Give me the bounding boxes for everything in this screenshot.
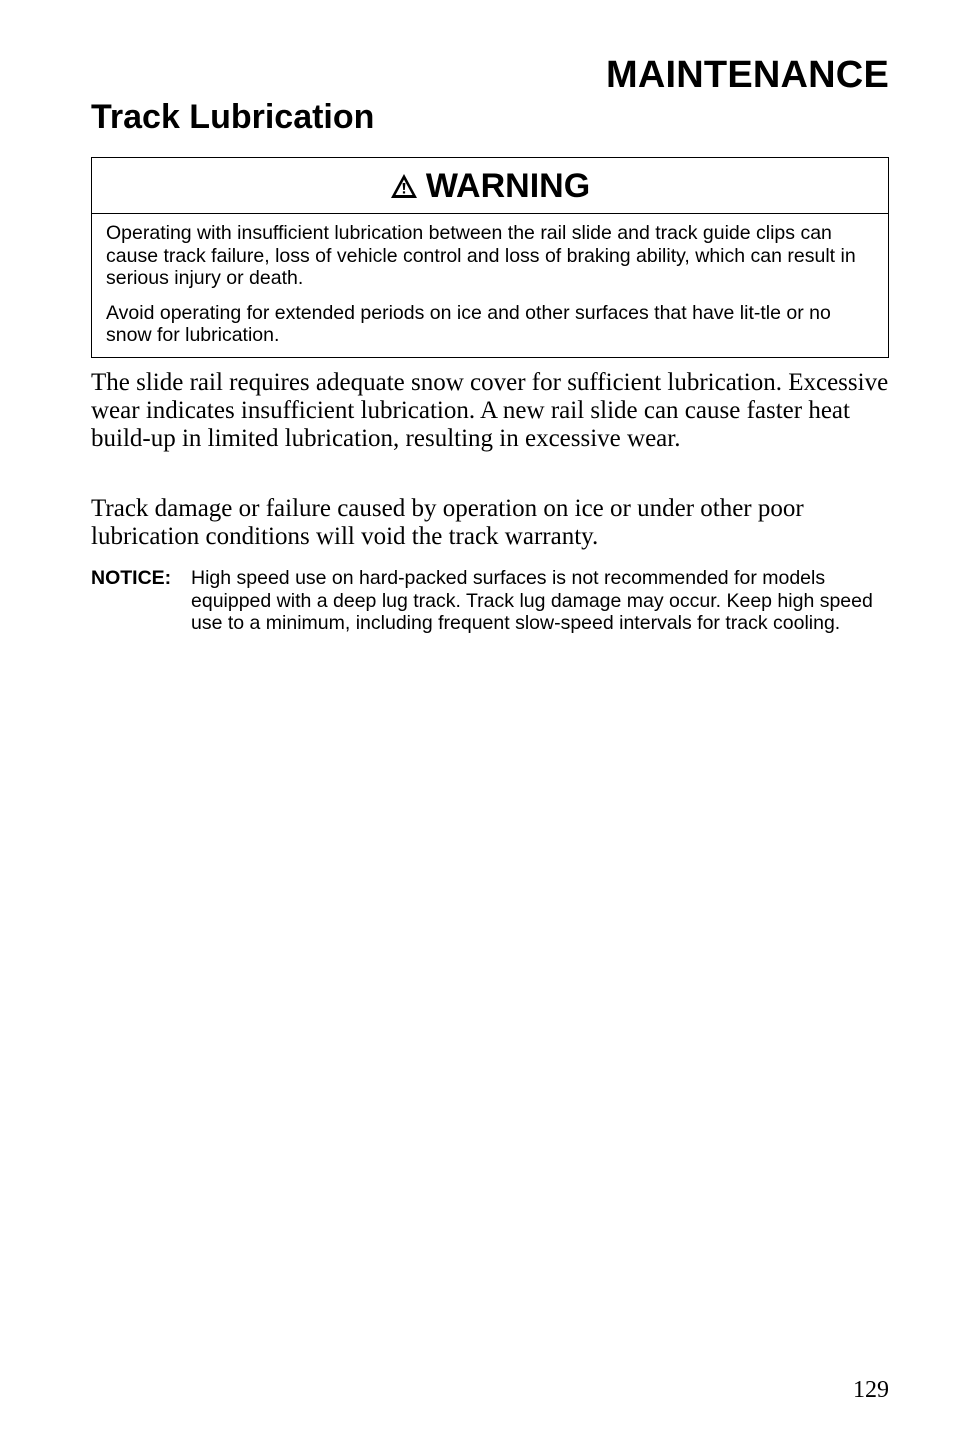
warning-body [92,214,888,357]
page-number: 129 [853,1377,889,1403]
page-heading: Track Lubrication [91,98,375,136]
warning-title: WARNING [425,166,591,205]
warning-header [92,158,888,214]
warning-paragraph: Avoid operating for extended periods on ice and other surfaces that have lit-tle or no snow for lubrication. [106,301,831,346]
body-paragraph: Track damage or failure caused by operation on ice or under other poor lubrication conditions will void the track warranty. [91,495,804,551]
body-paragraph: The slide rail requires adequate snow cover for sufficient lubrication. Excessive wear indicates insufficient lubrication. A new rail slide can cause faster heat build-up in limited lubrication, resulting in excessive wear. [91,369,889,453]
warning-paragraph: Operating with insufficient lubrication between the rail slide and track guide clips can cause track failure, loss of vehicle control and loss of braking ability, which can result in serious injury or death. [106,222,856,289]
warning-box [91,157,889,358]
notice-text: High speed use on hard-packed surfaces is not recommended for models equipped with a deep lug track. Track lug damage may occur. Keep high speed use to a minimum, including frequent slow-speed intervals for track cooling. [191,567,873,635]
notice-label: NOTICE: [91,567,172,589]
section-title: MAINTENANCE [606,54,889,96]
notice [91,567,891,635]
warning-triangle-icon [390,173,418,199]
